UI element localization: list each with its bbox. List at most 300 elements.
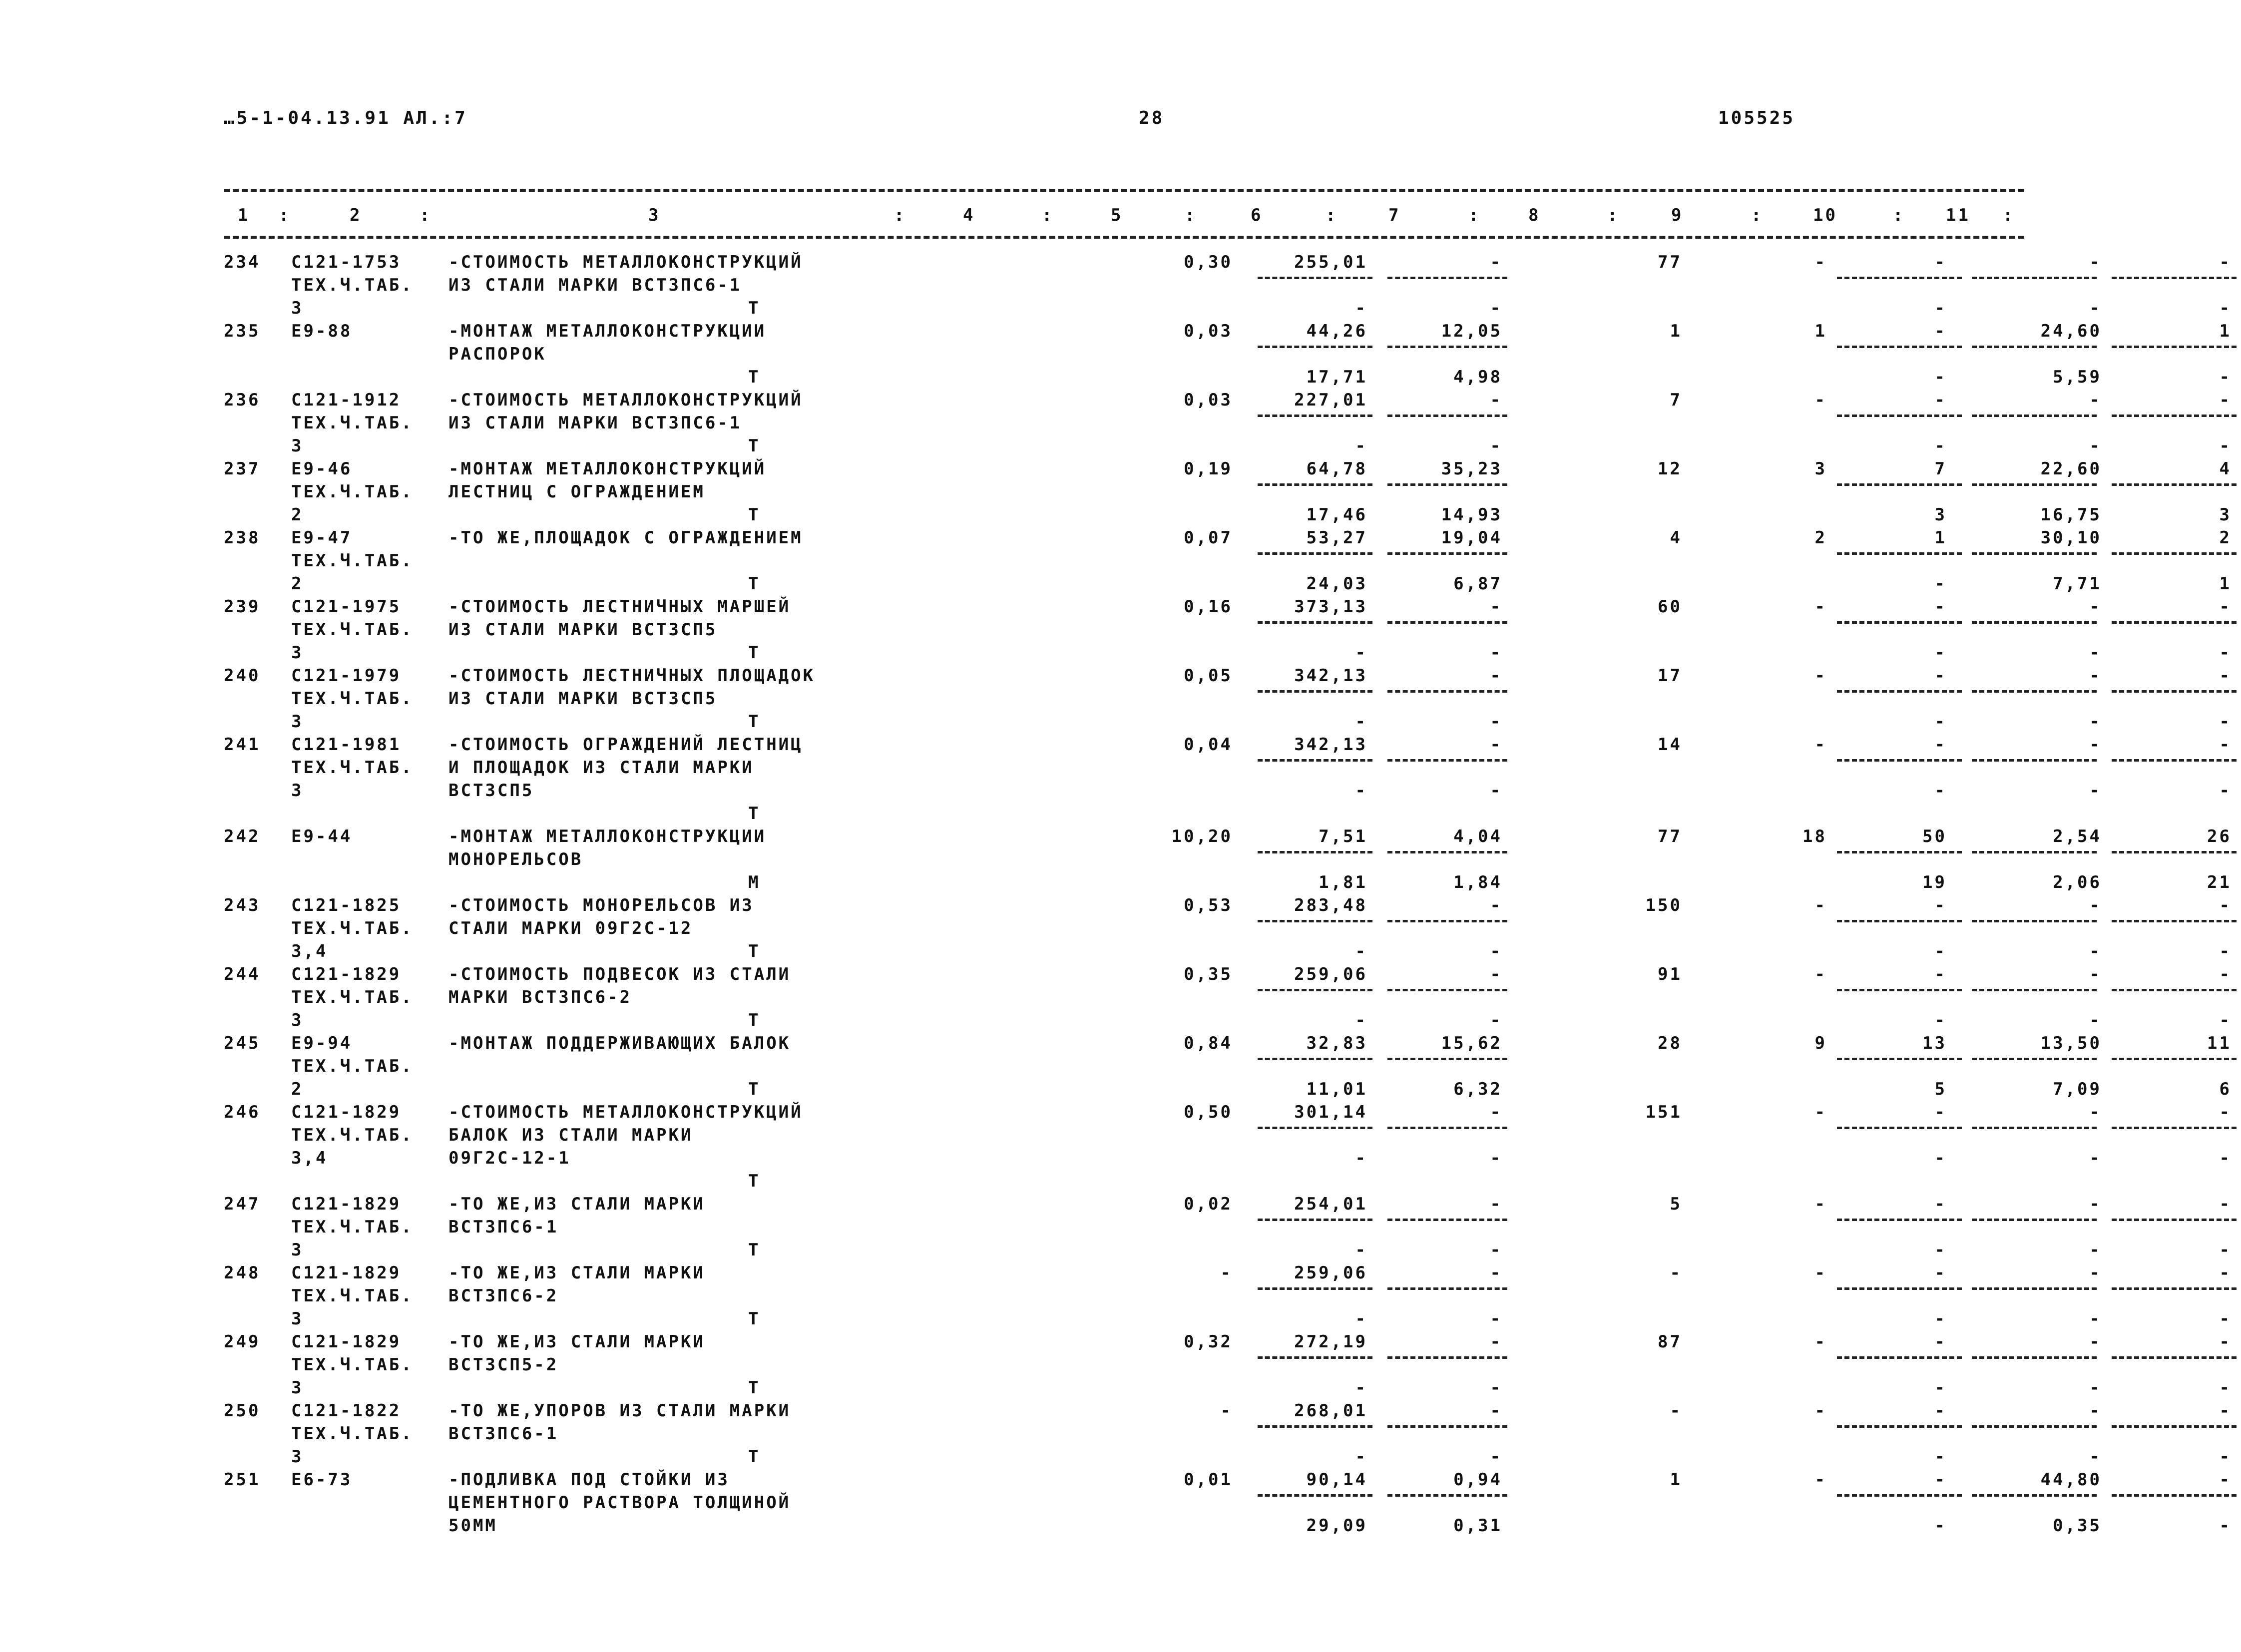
- cell-underline: [1837, 1127, 1962, 1129]
- col10-sub-cell: -: [2089, 1378, 2102, 1398]
- rate-code: ТЕХ.Ч.ТАБ.: [291, 1424, 414, 1444]
- cell-underline: [1258, 552, 1372, 555]
- total-cell: 28: [1658, 1033, 1682, 1053]
- labor-cell: -: [1814, 252, 1827, 272]
- machine-cell: -: [1490, 964, 1502, 984]
- work-description: МОНОРЕЛЬСОВ: [448, 849, 583, 869]
- cost-cell: 268,01: [1294, 1401, 1367, 1421]
- row-number: 245: [224, 1033, 261, 1053]
- cost-cell: 255,01: [1294, 252, 1367, 272]
- col11-cell: 4: [2219, 459, 2232, 479]
- col10-cell: -: [2089, 1102, 2102, 1122]
- col9-sub-cell: -: [1934, 941, 1947, 961]
- cell-underline: [1837, 920, 1962, 922]
- col11-sub-cell: -: [2219, 298, 2232, 318]
- col10-cell: 24,60: [2040, 321, 2102, 341]
- col9-cell: -: [1934, 666, 1947, 686]
- machine-cell: 19,04: [1441, 528, 1502, 548]
- col9-cell: -: [1934, 390, 1947, 410]
- rate-code: ТЕХ.Ч.ТАБ.: [291, 918, 414, 938]
- rate-code: 3: [291, 1378, 304, 1398]
- col9-sub-cell: 5: [1934, 1079, 1947, 1099]
- col11-sub-cell: 21: [2207, 872, 2232, 892]
- cell-underline: [2112, 851, 2237, 853]
- col10-sub-cell: -: [2089, 1148, 2102, 1168]
- col11-cell: -: [2219, 1194, 2232, 1214]
- cell-underline: [1837, 1287, 1962, 1290]
- row-number: 236: [224, 390, 261, 410]
- cell-underline: [2112, 1494, 2237, 1497]
- work-description: ВСТ3ПС6-1: [448, 1424, 559, 1444]
- rate-code: E6-73: [291, 1470, 353, 1490]
- col10-sub-cell: -: [2089, 941, 2102, 961]
- cost-wage-cell: -: [1355, 643, 1367, 663]
- cell-underline: [1972, 759, 2097, 762]
- labor-cell: -: [1814, 597, 1827, 617]
- col9-cell: 13: [1922, 1033, 1947, 1053]
- machine-cell: 12,05: [1441, 321, 1502, 341]
- col10-sub-cell: -: [2089, 643, 2102, 663]
- rate-code: ТЕХ.Ч.ТАБ.: [291, 1355, 414, 1375]
- work-description: БАЛОК ИЗ СТАЛИ МАРКИ: [448, 1125, 693, 1145]
- col11-cell: -: [2219, 1263, 2232, 1283]
- rate-code: ТЕХ.Ч.ТАБ.: [291, 551, 414, 571]
- col10-sub-cell: 2,06: [2053, 872, 2102, 892]
- col10-cell: -: [2089, 1263, 2102, 1283]
- col11-cell: 1: [2219, 321, 2232, 341]
- unit-label: Т: [748, 1171, 761, 1191]
- col9-cell: -: [1934, 964, 1947, 984]
- cell-underline: [1972, 920, 2097, 922]
- rate-code: ТЕХ.Ч.ТАБ.: [291, 1125, 414, 1145]
- quantity-cell: 0,35: [1184, 964, 1233, 984]
- work-description: -ТО ЖЕ,ИЗ СТАЛИ МАРКИ: [448, 1332, 705, 1352]
- machine-wage-cell: -: [1490, 1309, 1502, 1329]
- cost-cell: 342,13: [1294, 735, 1367, 755]
- cost-cell: 283,48: [1294, 895, 1367, 915]
- col9-cell: -: [1934, 1102, 1947, 1122]
- cell-underline: [2112, 1425, 2237, 1428]
- col11-sub-cell: -: [2219, 1516, 2232, 1536]
- cell-underline: [2112, 552, 2237, 555]
- work-description: -СТОИМОСТЬ ЛЕСТНИЧНЫХ ПЛОЩАДОК: [448, 666, 816, 686]
- labor-cell: -: [1814, 1470, 1827, 1490]
- rate-code: 3: [291, 1309, 304, 1329]
- column-separator: :: [2003, 205, 2015, 225]
- cell-underline: [1387, 1494, 1507, 1497]
- work-description: -МОНТАЖ МЕТАЛЛОКОНСТРУКЦИЙ: [448, 459, 767, 479]
- cell-underline: [1387, 346, 1507, 348]
- cell-underline: [1258, 414, 1372, 417]
- cell-underline: [1258, 483, 1372, 486]
- cell-underline: [1837, 1356, 1962, 1359]
- machine-wage-cell: -: [1490, 941, 1502, 961]
- cell-underline: [1837, 851, 1962, 853]
- cost-wage-cell: -: [1355, 1309, 1367, 1329]
- quantity-cell: 0,53: [1184, 895, 1233, 915]
- col10-cell: -: [2089, 1194, 2102, 1214]
- machine-wage-cell: -: [1490, 298, 1502, 318]
- cost-cell: 259,06: [1294, 964, 1367, 984]
- work-description: МАРКИ ВСТ3ПС6-2: [448, 987, 632, 1007]
- cost-wage-cell: 11,01: [1306, 1079, 1367, 1099]
- work-description: -СТОИМОСТЬ МОНОРЕЛЬСОВ ИЗ: [448, 895, 754, 915]
- machine-wage-cell: 0,31: [1453, 1516, 1502, 1536]
- rate-code: 3,4: [291, 941, 328, 961]
- col11-sub-cell: -: [2219, 1447, 2232, 1467]
- total-cell: 77: [1658, 252, 1682, 272]
- quantity-cell: 0,05: [1184, 666, 1233, 686]
- col11-cell: 2: [2219, 528, 2232, 548]
- col10-cell: -: [2089, 252, 2102, 272]
- cell-underline: [1258, 621, 1372, 624]
- work-description: ИЗ СТАЛИ МАРКИ ВСТ3ПС6-1: [448, 413, 742, 433]
- cell-underline: [1972, 690, 2097, 693]
- cost-cell: 53,27: [1306, 528, 1367, 548]
- cost-cell: 342,13: [1294, 666, 1367, 686]
- unit-label: Т: [748, 367, 761, 387]
- total-cell: -: [1670, 1401, 1682, 1421]
- col11-cell: -: [2219, 735, 2232, 755]
- col10-sub-cell: -: [2089, 1010, 2102, 1030]
- cell-underline: [2112, 483, 2237, 486]
- cell-underline: [2112, 346, 2237, 348]
- column-number: 10: [1813, 205, 1837, 225]
- cost-wage-cell: 1,81: [1319, 872, 1367, 892]
- cell-underline: [1837, 277, 1962, 279]
- col10-sub-cell: 7,71: [2053, 574, 2102, 594]
- cell-underline: [1387, 920, 1507, 922]
- col9-sub-cell: 3: [1934, 505, 1947, 525]
- cost-wage-cell: -: [1355, 941, 1367, 961]
- column-separator: :: [1468, 205, 1481, 225]
- rate-code: ТЕХ.Ч.ТАБ.: [291, 758, 414, 778]
- labor-cell: -: [1814, 390, 1827, 410]
- column-number: 1: [238, 205, 250, 225]
- total-cell: 91: [1658, 964, 1682, 984]
- work-description: ИЗ СТАЛИ МАРКИ ВСТ3СП5: [448, 620, 718, 640]
- cost-wage-cell: 29,09: [1306, 1516, 1367, 1536]
- column-separator: :: [1042, 205, 1054, 225]
- cost-wage-cell: -: [1355, 1148, 1367, 1168]
- row-number: 237: [224, 459, 261, 479]
- cell-underline: [2112, 989, 2237, 991]
- cell-underline: [1387, 1356, 1507, 1359]
- rate-code: C121-1753: [291, 252, 402, 272]
- rate-code: ТЕХ.Ч.ТАБ.: [291, 413, 414, 433]
- cost-cell: 7,51: [1319, 826, 1367, 846]
- machine-cell: -: [1490, 390, 1502, 410]
- col9-cell: -: [1934, 1263, 1947, 1283]
- col10-cell: -: [2089, 597, 2102, 617]
- quantity-cell: 0,03: [1184, 321, 1233, 341]
- page-number: 28: [1139, 108, 1165, 128]
- col11-cell: -: [2219, 390, 2232, 410]
- column-number: 11: [1946, 205, 1970, 225]
- rate-code: 3: [291, 1240, 304, 1260]
- rate-code: E9-44: [291, 826, 353, 846]
- cell-underline: [1972, 346, 2097, 348]
- cell-underline: [1387, 483, 1507, 486]
- machine-cell: -: [1490, 735, 1502, 755]
- machine-wage-cell: -: [1490, 1378, 1502, 1398]
- col9-sub-cell: -: [1934, 643, 1947, 663]
- total-cell: 17: [1658, 666, 1682, 686]
- work-description: 09Г2С-12-1: [448, 1148, 571, 1168]
- column-number: 6: [1251, 205, 1263, 225]
- cost-cell: 90,14: [1306, 1470, 1367, 1490]
- machine-wage-cell: -: [1490, 1447, 1502, 1467]
- machine-cell: -: [1490, 1332, 1502, 1352]
- work-description: ВСТ3СП5: [448, 781, 534, 801]
- table-top-rule: [224, 189, 2024, 192]
- cell-underline: [2112, 690, 2237, 693]
- cell-underline: [1258, 1219, 1372, 1221]
- col11-sub-cell: -: [2219, 436, 2232, 456]
- cost-wage-cell: -: [1355, 1447, 1367, 1467]
- cost-cell: 44,26: [1306, 321, 1367, 341]
- col10-sub-cell: -: [2089, 298, 2102, 318]
- row-number: 241: [224, 735, 261, 755]
- cell-underline: [1258, 759, 1372, 762]
- machine-wage-cell: 4,98: [1453, 367, 1502, 387]
- unit-label: Т: [748, 574, 761, 594]
- cost-cell: 373,13: [1294, 597, 1367, 617]
- work-description: ВСТ3ПС6-2: [448, 1286, 559, 1306]
- column-number: 5: [1111, 205, 1123, 225]
- col9-sub-cell: -: [1934, 1148, 1947, 1168]
- col9-cell: -: [1934, 1332, 1947, 1352]
- machine-cell: -: [1490, 1194, 1502, 1214]
- total-cell: -: [1670, 1263, 1682, 1283]
- document-number: 105525: [1718, 108, 1795, 128]
- total-cell: 1: [1670, 1470, 1682, 1490]
- total-cell: 151: [1645, 1102, 1682, 1122]
- rate-code: C121-1825: [291, 895, 402, 915]
- cell-underline: [1972, 277, 2097, 279]
- row-number: 250: [224, 1401, 261, 1421]
- unit-label: Т: [748, 712, 761, 732]
- quantity-cell: -: [1220, 1263, 1233, 1283]
- rate-code: E9-88: [291, 321, 353, 341]
- machine-cell: 0,94: [1453, 1470, 1502, 1490]
- work-description: ЦЕМЕНТНОГО РАСТВОРА ТОЛЩИНОЙ: [448, 1493, 791, 1513]
- cell-underline: [2112, 759, 2237, 762]
- cell-underline: [1972, 1058, 2097, 1060]
- col9-cell: 7: [1934, 459, 1947, 479]
- work-description: -СТОИМОСТЬ МЕТАЛЛОКОНСТРУКЦИЙ: [448, 390, 803, 410]
- cell-underline: [1837, 1494, 1962, 1497]
- col9-cell: -: [1934, 1194, 1947, 1214]
- total-cell: 77: [1658, 826, 1682, 846]
- cost-cell: 227,01: [1294, 390, 1367, 410]
- cell-underline: [1387, 1425, 1507, 1428]
- row-number: 244: [224, 964, 261, 984]
- cell-underline: [2112, 1127, 2237, 1129]
- col9-cell: -: [1934, 895, 1947, 915]
- work-description: -СТОИМОСТЬ ЛЕСТНИЧНЫХ МАРШЕЙ: [448, 597, 791, 617]
- cell-underline: [1258, 851, 1372, 853]
- col9-sub-cell: -: [1934, 712, 1947, 732]
- col10-cell: 22,60: [2040, 459, 2102, 479]
- col10-cell: -: [2089, 735, 2102, 755]
- work-description: ИЗ СТАЛИ МАРКИ ВСТ3СП5: [448, 689, 718, 709]
- work-description: ВСТ3ПС6-1: [448, 1217, 559, 1237]
- col10-sub-cell: -: [2089, 712, 2102, 732]
- machine-wage-cell: 6,87: [1453, 574, 1502, 594]
- col11-cell: 11: [2207, 1033, 2232, 1053]
- cell-underline: [1972, 1127, 2097, 1129]
- cost-cell: 32,83: [1306, 1033, 1367, 1053]
- labor-cell: 1: [1814, 321, 1827, 341]
- machine-wage-cell: -: [1490, 436, 1502, 456]
- quantity-cell: 0,02: [1184, 1194, 1233, 1214]
- cell-underline: [1387, 1287, 1507, 1290]
- rate-code: E9-47: [291, 528, 353, 548]
- unit-label: Т: [748, 1447, 761, 1467]
- column-separator: :: [279, 205, 291, 225]
- cell-underline: [1837, 1058, 1962, 1060]
- cost-wage-cell: -: [1355, 1378, 1367, 1398]
- cell-underline: [1258, 277, 1372, 279]
- rate-code: ТЕХ.Ч.ТАБ.: [291, 1286, 414, 1306]
- cost-wage-cell: -: [1355, 436, 1367, 456]
- total-cell: 1: [1670, 321, 1682, 341]
- col9-sub-cell: -: [1934, 781, 1947, 801]
- cell-underline: [1387, 1127, 1507, 1129]
- unit-label: Т: [748, 298, 761, 318]
- cell-underline: [1837, 1425, 1962, 1428]
- rate-code: 3: [291, 712, 304, 732]
- column-number: 8: [1528, 205, 1541, 225]
- work-description: СТАЛИ МАРКИ 09Г2С-12: [448, 918, 693, 938]
- unit-label: Т: [748, 436, 761, 456]
- col10-sub-cell: -: [2089, 436, 2102, 456]
- cell-underline: [1258, 1494, 1372, 1497]
- cell-underline: [2112, 920, 2237, 922]
- cell-underline: [2112, 1356, 2237, 1359]
- cell-underline: [1972, 1356, 2097, 1359]
- quantity-cell: 0,01: [1184, 1470, 1233, 1490]
- rate-code: C121-1822: [291, 1401, 402, 1421]
- cell-underline: [1387, 414, 1507, 417]
- cell-underline: [1387, 851, 1507, 853]
- cell-underline: [1837, 690, 1962, 693]
- col11-sub-cell: -: [2219, 643, 2232, 663]
- labor-cell: -: [1814, 1263, 1827, 1283]
- column-separator: :: [1751, 205, 1764, 225]
- work-description: -СТОИМОСТЬ ОГРАЖДЕНИЙ ЛЕСТНИЦ: [448, 735, 803, 755]
- machine-cell: -: [1490, 666, 1502, 686]
- col11-cell: -: [2219, 666, 2232, 686]
- row-number: 240: [224, 666, 261, 686]
- labor-cell: 9: [1814, 1033, 1827, 1053]
- rate-code: ТЕХ.Ч.ТАБ.: [291, 275, 414, 295]
- column-header-row: [224, 204, 2024, 227]
- machine-wage-cell: -: [1490, 1010, 1502, 1030]
- cell-underline: [1972, 1219, 2097, 1221]
- unit-label: Т: [748, 505, 761, 525]
- work-description: И ПЛОЩАДОК ИЗ СТАЛИ МАРКИ: [448, 758, 754, 778]
- labor-cell: -: [1814, 1332, 1827, 1352]
- rate-code: E9-46: [291, 459, 353, 479]
- rate-code: 3: [291, 436, 304, 456]
- work-description: ЛЕСТНИЦ С ОГРАЖДЕНИЕМ: [448, 482, 705, 502]
- cost-wage-cell: 17,71: [1306, 367, 1367, 387]
- labor-cell: 18: [1802, 826, 1827, 846]
- col10-sub-cell: 16,75: [2040, 505, 2102, 525]
- cell-underline: [1387, 621, 1507, 624]
- col10-sub-cell: -: [2089, 1309, 2102, 1329]
- col11-cell: -: [2219, 895, 2232, 915]
- labor-cell: -: [1814, 735, 1827, 755]
- work-description: -СТОИМОСТЬ ПОДВЕСОК ИЗ СТАЛИ: [448, 964, 791, 984]
- cell-underline: [1972, 1287, 2097, 1290]
- cell-underline: [1387, 552, 1507, 555]
- work-description: ВСТ3СП5-2: [448, 1355, 559, 1375]
- cost-cell: 272,19: [1294, 1332, 1367, 1352]
- col11-cell: -: [2219, 252, 2232, 272]
- col9-cell: -: [1934, 597, 1947, 617]
- cost-wage-cell: -: [1355, 1240, 1367, 1260]
- rate-code: C121-1981: [291, 735, 402, 755]
- col9-sub-cell: -: [1934, 436, 1947, 456]
- rate-code: ТЕХ.Ч.ТАБ.: [291, 620, 414, 640]
- cell-underline: [1387, 690, 1507, 693]
- column-number: 7: [1388, 205, 1401, 225]
- labor-cell: -: [1814, 964, 1827, 984]
- col11-sub-cell: 6: [2219, 1079, 2232, 1099]
- work-description: -ПОДЛИВКА ПОД СТОЙКИ ИЗ: [448, 1470, 730, 1490]
- col9-sub-cell: -: [1934, 367, 1947, 387]
- col10-cell: 13,50: [2040, 1033, 2102, 1053]
- work-description: -ТО ЖЕ,ПЛОЩАДОК С ОГРАЖДЕНИЕМ: [448, 528, 803, 548]
- rate-code: E9-94: [291, 1033, 353, 1053]
- row-number: 235: [224, 321, 261, 341]
- work-description: -ТО ЖЕ,ИЗ СТАЛИ МАРКИ: [448, 1263, 705, 1283]
- quantity-cell: 0,03: [1184, 390, 1233, 410]
- col11-sub-cell: 3: [2219, 505, 2232, 525]
- work-description: РАСПОРОК: [448, 344, 546, 364]
- machine-wage-cell: -: [1490, 643, 1502, 663]
- rate-code: C121-1829: [291, 1194, 402, 1214]
- machine-cell: 35,23: [1441, 459, 1502, 479]
- col11-sub-cell: -: [2219, 1010, 2232, 1030]
- cell-underline: [2112, 1058, 2237, 1060]
- cell-underline: [1837, 621, 1962, 624]
- labor-cell: -: [1814, 1401, 1827, 1421]
- rate-code: 3,4: [291, 1148, 328, 1168]
- rate-code: 2: [291, 505, 304, 525]
- cell-underline: [1258, 989, 1372, 991]
- col9-sub-cell: -: [1934, 298, 1947, 318]
- cell-underline: [2112, 1287, 2237, 1290]
- work-description: ИЗ СТАЛИ МАРКИ ВСТ3ПС6-1: [448, 275, 742, 295]
- col9-cell: -: [1934, 321, 1947, 341]
- cost-cell: 301,14: [1294, 1102, 1367, 1122]
- cell-underline: [1258, 1356, 1372, 1359]
- col10-cell: -: [2089, 1332, 2102, 1352]
- row-number: 247: [224, 1194, 261, 1214]
- col10-cell: 2,54: [2053, 826, 2102, 846]
- unit-label: Т: [748, 1240, 761, 1260]
- work-description: -СТОИМОСТЬ МЕТАЛЛОКОНСТРУКЦИЙ: [448, 252, 803, 272]
- machine-cell: 4,04: [1453, 826, 1502, 846]
- col11-sub-cell: -: [2219, 1309, 2232, 1329]
- cell-underline: [1972, 621, 2097, 624]
- rate-code: 3: [291, 1010, 304, 1030]
- cell-underline: [1972, 483, 2097, 486]
